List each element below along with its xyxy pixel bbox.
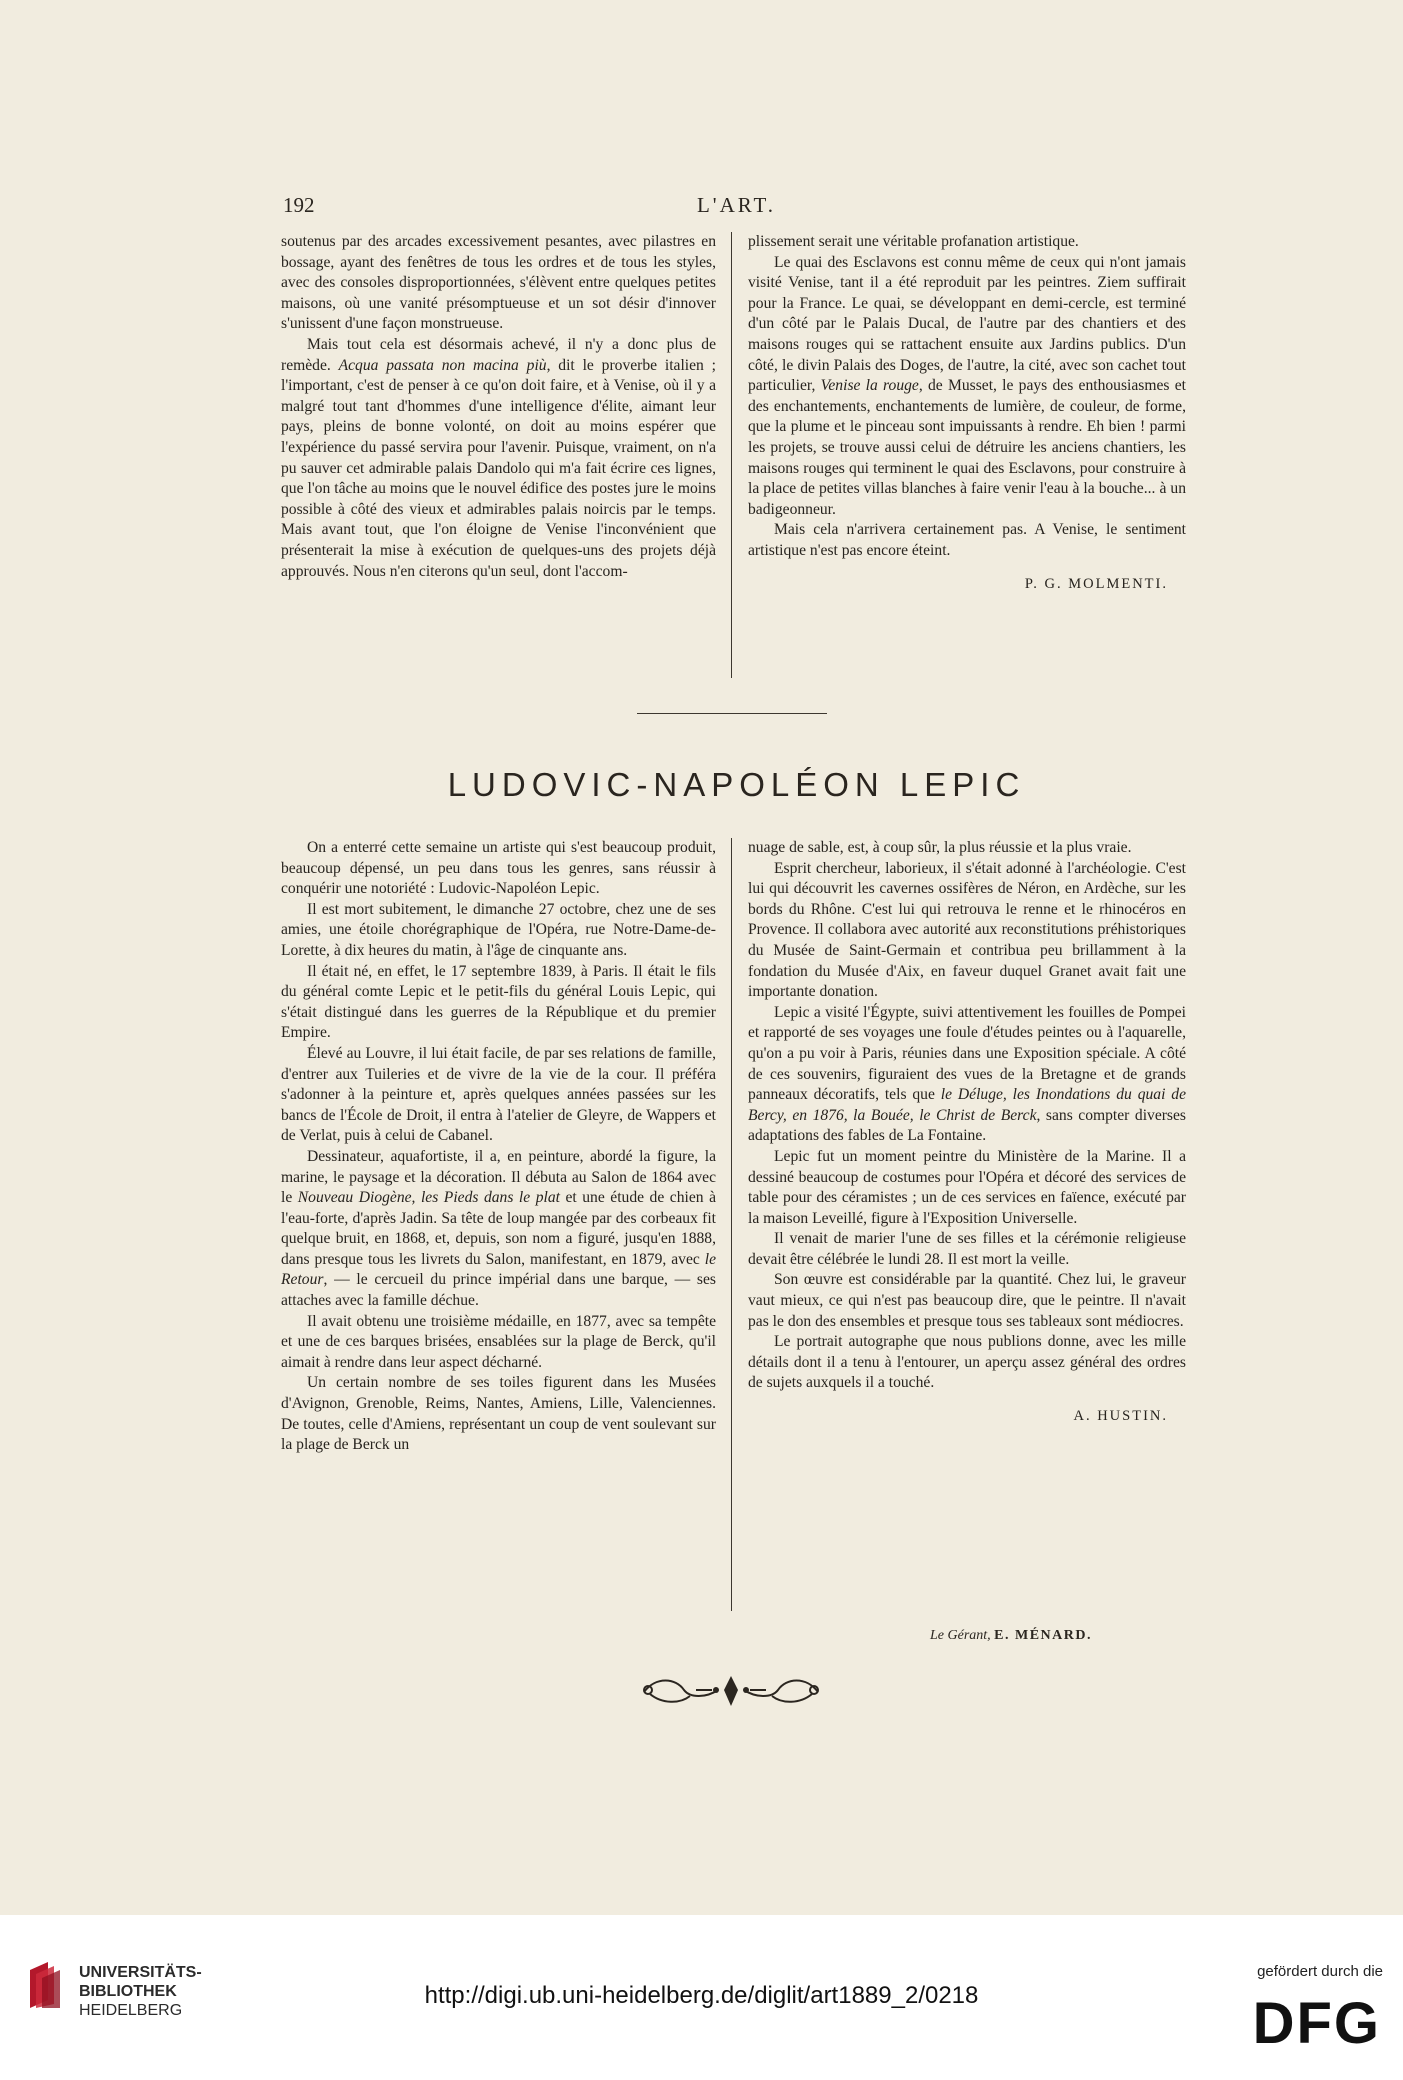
author-signature: P. G. MOLMENTI. bbox=[1024, 575, 1168, 592]
article-title: LUDOVIC-NAPOLÉON LEPIC bbox=[447, 766, 1026, 803]
paragraph: Esprit chercheur, laborieux, il s'était adonné à l'archéologie. C'est lui qui découvrit les cavernes ossifères de Néron, en Ardèche, sur les bords du Rhône. C'est lui qui retrouva le renne et le rhinocéros en Provence. Il collabora avec autorité aux reconstitutions préhistoriques du Musée de Saint-Germain et contribua peu brillamment à la fondation du Musée d'Aix, en faveur duquel Granet avait fait une importante donation. bbox=[748, 859, 1186, 1001]
running-title: L'ART. bbox=[696, 193, 777, 217]
paragraph: soutenus par des arcades excessivement pesantes, avec pilastres en bossage, ayant des fenêtres de tous les ordres et de tous les styles, avec des consoles disproportionnées, s'élèvent entre quelques petites maisons, où une vanité présomptueuse et un sot désir d'innover s'unissent d'une façon monstrueuse. bbox=[281, 233, 716, 333]
source-url-link[interactable]: http://digi.ub.uni-heidelberg.de/diglit/art1889_2/0218 bbox=[424, 1982, 979, 2009]
paragraph: Mais tout cela est désormais achevé, il n'y a donc plus de remède. Acqua passata non macina più, dit le proverbe italien ; l'important, c'est de penser à ce qu'on doit faire, et à Venise, où il y a malgré tout tant d'hommes d'une intelligence d'élite, aimant leur pays, pleins de bonne volonté, on doit au moins espérer que l'expérience du passé servira pour l'avenir. Puisque, vraiment, on n'a pu sauver cet admirable palais Dandolo qui m'a fait écrire ces lignes, que l'on tâche au moins que le nouvel édifice des postes jure le moins possible à côté des vieux et admirables palais noircis par le temps. Mais avant tout, que l'on éloigne de Venise l'inconvénient que présenterait la mise à exécution de quelques-uns des projets déjà approuvés. Nous n'en citerons qu'un seul, dont l'accom- bbox=[281, 335, 717, 580]
artwork-title: Nouveau Diogène, les Pieds dans le plat bbox=[297, 1189, 560, 1207]
paragraph: Mais cela n'arrivera certainement pas. A Venise, le sentiment artistique n'est pas encore éteint. bbox=[748, 521, 1186, 559]
gerant-label: Le Gérant, bbox=[930, 1628, 991, 1643]
paragraph: Élevé au Louvre, il lui était facile, de par ses relations de famille, d'entrer aux Tuileries et de vivre de la vie de la cour. Il préféra s'adonner à la peinture et, après quelques années passées sur les bancs de l'École de Droit, il entra à l'atelier de Gleyre, de Wappers et de Verlat, puis à celui de Cabanel. bbox=[281, 1044, 716, 1145]
dfg-logo: DFG bbox=[1252, 1991, 1381, 2056]
top-article-right-column bbox=[748, 232, 1186, 594]
paragraph: Le quai des Esclavons est connu même de ceux qui n'ont jamais visité Venise, tant il a été reproduit par les peintres. Ziem suffirait pour la France. Le quai, se développant en demi-cercle, est terminé d'un côté par le Palais Ducal, de l'autre par des chantiers et des maisons rouges qui se rattachent ensuite aux Jardins publics. D'un côté, le divin Palais des Doges, de l'autre, la cité, avec son cachet tout particulier, Venise la rouge, de Musset, le pays des enthousiasmes et des enchantements, enchantements de lumière, de couleur, de forme, que la plume et le pinceau sont impuissants à rendre. Eh bien ! parmi les projets, se trouve aussi celui de détruire les anciens chantiers, les maisons rouges qui terminent le quai des Esclavons, pour construire à la place de petites villas blanches à faire venir l'eau à la bouche... à un badigeonneur. bbox=[748, 253, 1186, 518]
paragraph: Il venait de marier l'une de ses filles et la cérémonie religieuse devait être célébrée le lundi 28. Il est mort la veille. bbox=[748, 1230, 1186, 1268]
page-header bbox=[283, 193, 1190, 223]
gerant-name: E. MÉNARD. bbox=[994, 1628, 1093, 1643]
funding-label: gefördert durch die bbox=[1257, 1963, 1383, 1980]
artwork-title: le Retour bbox=[281, 1250, 716, 1289]
latin-proverb: Acqua passata non macina più bbox=[338, 356, 547, 374]
library-line-1: UNIVERSITÄTS- bbox=[79, 1964, 202, 1981]
quoted-title: Venise la rouge bbox=[820, 377, 919, 395]
paragraph: Le portrait autographe que nous publions donne, avec les mille détails dont il a tenu à l'entourer, un aperçu assez général des ordres de sujets auxquels il a touché. bbox=[748, 1333, 1186, 1392]
paragraph: Il était né, en effet, le 17 septembre 1839, à Paris. Il était le fils du général comte Lepic et le petit-fils du général Louis Lepic, qui s'était distingué dans les guerres de la République et du premier Empire. bbox=[281, 962, 716, 1042]
paragraph: Il avait obtenu une troisième médaille, en 1877, avec sa tempête et une de ces barques brisées, ensablées sur la plage de Berck, qu'il aimait à rendre dans leur aspect décharné. bbox=[281, 1312, 716, 1371]
paragraph: nuage de sable, est, à coup sûr, la plus réussie et la plus vraie. bbox=[748, 839, 1132, 856]
main-article-left-column bbox=[281, 838, 716, 1456]
section-separator bbox=[637, 713, 827, 714]
top-article-left-column bbox=[281, 232, 716, 582]
author-signature: A. HUSTIN. bbox=[1073, 1408, 1168, 1425]
paragraph: Il est mort subitement, le dimanche 27 octobre, chez une de ses amies, une étoile chorégraphique de l'Opéra, rue Notre-Dame-de-Lorette, à dix heures du matin, à l'âge de cinquante ans. bbox=[281, 900, 716, 959]
library-line-3: HEIDELBERG bbox=[79, 2002, 183, 2019]
column-divider bbox=[731, 232, 732, 678]
gerant-line bbox=[930, 1628, 1092, 1644]
paragraph: Dessinateur, aquafortiste, il a, en peinture, abordé la figure, la marine, le paysage et la décoration. Il débuta au Salon de 1864 avec le Nouveau Diogène, les Pieds dans le plat et une étude de chien à l'eau-forte, d'après Jadin. Sa tête de loup mangée par des corbeaux fit quelque bruit, en 1868, et, depuis, son nom a figuré, jusqu'en 1888, dans presque tous les livrets du Salon, manifestant, en 1879, avec le Retour, — le cercueil du prince impérial dans une barque, — ses attaches avec la famille déchue. bbox=[281, 1147, 716, 1310]
paragraph: On a enterré cette semaine un artiste qui s'est beaucoup produit, beaucoup dépensé, un peu dans tous les genres, sans réussir à conquérir une notoriété : Ludovic-Napoléon Lepic. bbox=[281, 839, 716, 898]
paragraph: Lepic fut un moment peintre du Ministère de la Marine. Il a dessiné beaucoup de costumes pour l'Opéra et décoré des services de table pour des céramistes ; un de ces services en faïence, exécuté par la maison Leveillé, figure à l'Exposition Universelle. bbox=[748, 1147, 1186, 1227]
paragraph: Un certain nombre de ses toiles figurent dans les Musées d'Avignon, Grenoble, Reims, Nantes, Amiens, Lille, Valenciennes. De toutes, celle d'Amiens, représentant un coup de vent soulevant sur la plage de Berck un bbox=[281, 1374, 716, 1454]
main-article-right-column bbox=[748, 838, 1186, 1427]
column-divider bbox=[731, 838, 732, 1611]
paragraph: plissement serait une véritable profanation artistique. bbox=[748, 233, 1079, 250]
artwork-titles: le Déluge, les Inondations du quai de Bercy, en 1876, la Bouée, le Christ de Berck bbox=[748, 1086, 1187, 1124]
library-line-2: BIBLIOTHEK bbox=[79, 1983, 177, 2000]
page-number: 192 bbox=[283, 193, 315, 217]
paragraph: Son œuvre est considérable par la quantité. Chez lui, le graveur vaut mieux, ce qui n'est pas beaucoup dire, que le peintre. Il n'avait pas le don des ensembles et presque tous ses tableaux sont médiocres. bbox=[748, 1271, 1186, 1330]
tailpiece-ornament-icon bbox=[636, 1670, 826, 1712]
paragraph: Lepic a visité l'Égypte, suivi attentivement les fouilles de Pompei et rapporté de ses voyages une foule d'études peintes ou à l'aquarelle, qu'on a pu voir à Paris, réunies dans une Exposition spéciale. A côté de ces souvenirs, figuraient des vues de la Bretagne et de grands panneaux décoratifs, tels que le Déluge, les Inondations du quai de Bercy, en 1876, la Bouée, le Christ de Berck, sans compter diverses adaptations des fables de La Fontaine. bbox=[748, 1003, 1187, 1145]
